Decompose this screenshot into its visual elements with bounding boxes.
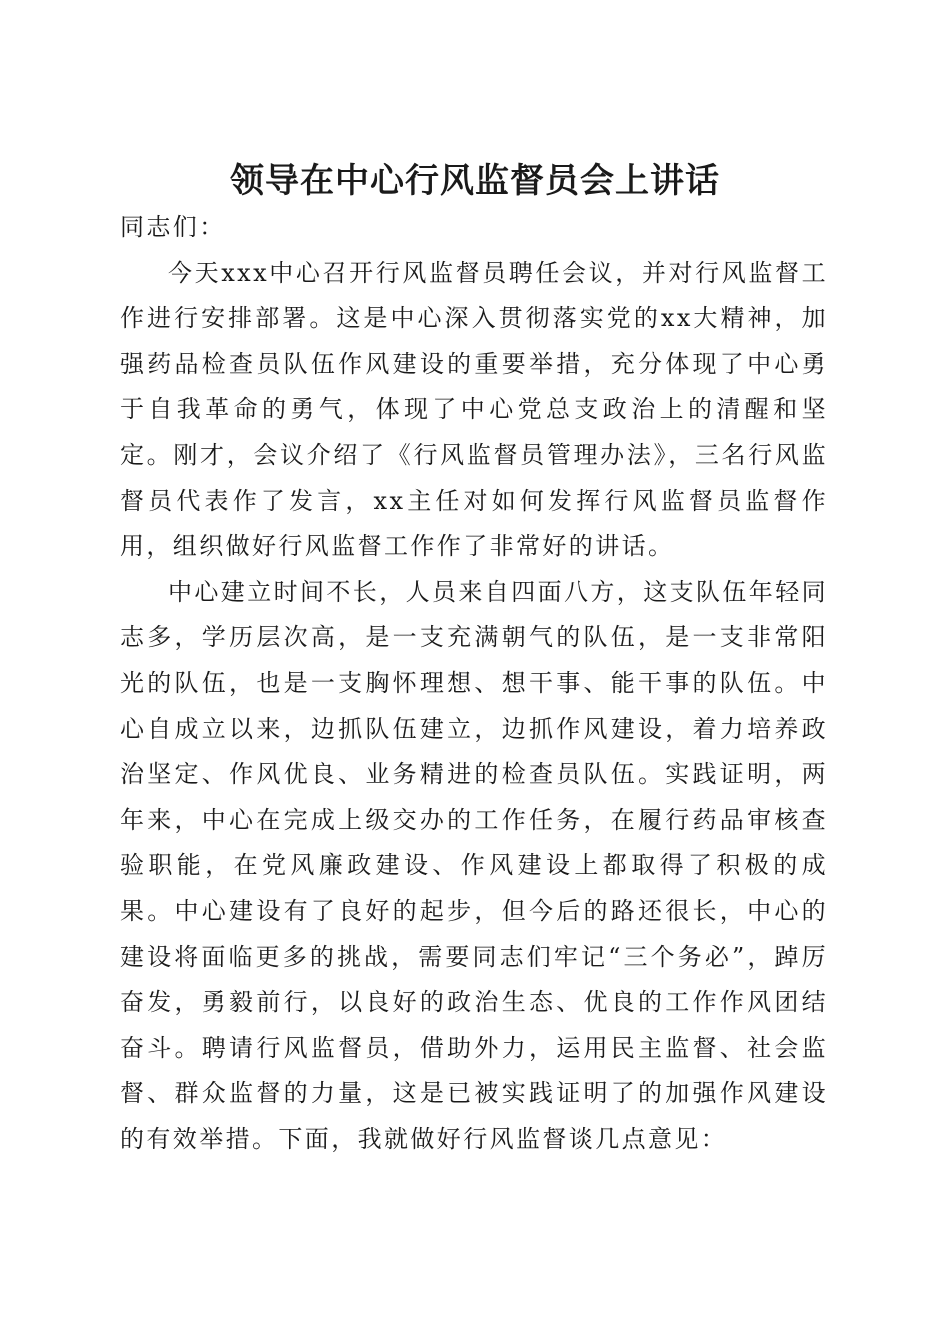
paragraph-1: 今天xxx中心召开行风监督员聘任会议，并对行风监督工作进行安排部署。这是中心深入贯彻落实党的xx大精神，加强药品检查员队伍作风建设的重要举措，充分体现了中心勇于自我革命的勇气，体现了中心党总支政治上的清醒和坚定。刚才，会议介绍了《行风监督员管理办法》，三名行风监督员代表作了发言，xx主任对如何发挥行风监督员监督作用，组织做好行风监督工作作了非常好的讲话。 — [120, 258, 828, 561]
document-body — [120, 205, 828, 1162]
document-title: 领导在中心行风监督员会上讲话 — [230, 160, 720, 201]
salutation: 同志们： — [120, 213, 226, 241]
paragraph-2: 中心建立时间不长，人员来自四面八方，这支队伍年轻同志多，学历层次高，是一支充满朝气的队伍，是一支非常阳光的队伍，也是一支胸怀理想、想干事、能干事的队伍。中心自成立以来，边抓队伍建立，边抓作风建设，着力培养政治坚定、作风优良、业务精进的检查员队伍。实践证明，两年来，中心在完成上级交办的工作任务，在履行药品审核查验职能，在党风廉政建设、作风建设上都取得了积极的成果。中心建设有了良好的起步，但今后的路还很长，中心的建设将面临更多的挑战，需要同志们牢记“三个务必”，踔厉奋发，勇毅前行，以良好的政治生态、优良的工作作风团结奋斗。聘请行风监督员，借助外力，运用民主监督、社会监督、群众监督的力量，这是已被实践证明了的加强作风建设的有效举措。下面，我就做好行风监督谈几点意见： — [120, 577, 828, 1153]
